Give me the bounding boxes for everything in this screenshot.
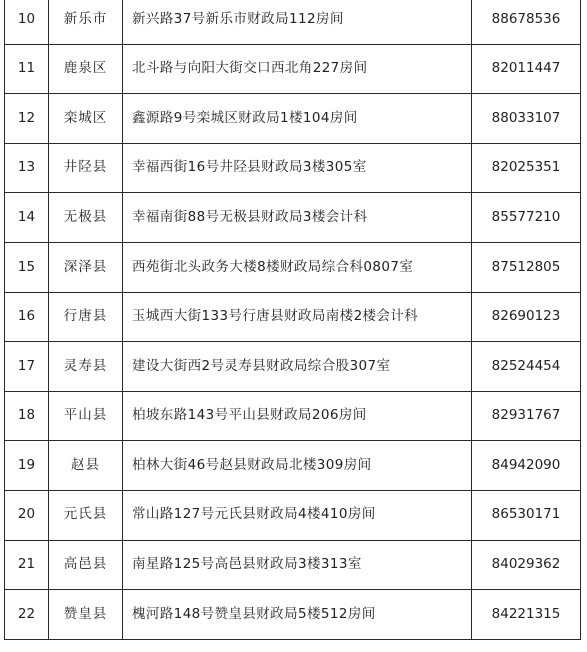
phone-number-cell: 85577210 — [472, 193, 581, 243]
region-name-cell: 赞皇县 — [49, 590, 123, 640]
row-number-cell: 11 — [5, 44, 49, 94]
table-row — [5, 0, 581, 44]
phone-number-cell: 87512805 — [472, 242, 581, 292]
office-address-cell: 幸福南街88号无极县财政局3楼会计科 — [123, 193, 472, 243]
region-name-cell: 高邑县 — [49, 540, 123, 590]
table-row — [5, 193, 581, 243]
office-address-cell: 常山路127号元氏县财政局4楼410房间 — [123, 490, 472, 540]
office-address-cell: 北斗路与向阳大街交口西北角227房间 — [123, 44, 472, 94]
phone-number-cell: 82931767 — [472, 391, 581, 441]
table-row — [5, 391, 581, 441]
region-name-cell: 行唐县 — [49, 292, 123, 342]
office-address-cell: 槐河路148号赞皇县财政局5楼512房间 — [123, 590, 472, 640]
row-number-cell: 20 — [5, 490, 49, 540]
row-number-cell: 21 — [5, 540, 49, 590]
row-number-cell: 22 — [5, 590, 49, 640]
table-row — [5, 490, 581, 540]
region-name-cell: 深泽县 — [49, 242, 123, 292]
phone-number-cell: 88033107 — [472, 94, 581, 144]
office-address-cell: 玉城西大街133号行唐县财政局南楼2楼会计科 — [123, 292, 472, 342]
region-name-cell: 赵县 — [49, 441, 123, 491]
row-number-cell: 18 — [5, 391, 49, 441]
office-address-cell: 南星路125号高邑县财政局3楼313室 — [123, 540, 472, 590]
table-row — [5, 540, 581, 590]
table-body — [5, 0, 581, 639]
row-number-cell: 15 — [5, 242, 49, 292]
region-name-cell: 灵寿县 — [49, 342, 123, 392]
office-address-cell: 鑫源路9号栾城区财政局1楼104房间 — [123, 94, 472, 144]
region-name-cell: 无极县 — [49, 193, 123, 243]
table-row — [5, 342, 581, 392]
table-row — [5, 292, 581, 342]
row-number-cell: 10 — [5, 0, 49, 44]
phone-number-cell: 84942090 — [472, 441, 581, 491]
phone-number-cell: 84221315 — [472, 590, 581, 640]
region-name-cell: 鹿泉区 — [49, 44, 123, 94]
table-row — [5, 242, 581, 292]
phone-number-cell: 82011447 — [472, 44, 581, 94]
row-number-cell: 16 — [5, 292, 49, 342]
finance-office-contact-table — [4, 0, 581, 640]
region-name-cell: 新乐市 — [49, 0, 123, 44]
office-address-cell: 西苑街北头政务大楼8楼财政局综合科0807室 — [123, 242, 472, 292]
office-address-cell: 新兴路37号新乐市财政局112房间 — [123, 0, 472, 44]
region-name-cell: 井陉县 — [49, 143, 123, 193]
phone-number-cell: 84029362 — [472, 540, 581, 590]
phone-number-cell: 86530171 — [472, 490, 581, 540]
row-number-cell: 17 — [5, 342, 49, 392]
region-name-cell: 元氏县 — [49, 490, 123, 540]
office-address-cell: 柏林大街46号赵县财政局北楼309房间 — [123, 441, 472, 491]
phone-number-cell: 88678536 — [472, 0, 581, 44]
region-name-cell: 栾城区 — [49, 94, 123, 144]
row-number-cell: 12 — [5, 94, 49, 144]
table-row — [5, 94, 581, 144]
table-row — [5, 44, 581, 94]
row-number-cell: 19 — [5, 441, 49, 491]
phone-number-cell: 82690123 — [472, 292, 581, 342]
phone-number-cell: 82025351 — [472, 143, 581, 193]
table-row — [5, 590, 581, 640]
phone-number-cell: 82524454 — [472, 342, 581, 392]
row-number-cell: 13 — [5, 143, 49, 193]
table-row — [5, 441, 581, 491]
office-address-cell: 柏坡东路143号平山县财政局206房间 — [123, 391, 472, 441]
region-name-cell: 平山县 — [49, 391, 123, 441]
office-address-cell: 幸福西街16号井陉县财政局3楼305室 — [123, 143, 472, 193]
table-row — [5, 143, 581, 193]
row-number-cell: 14 — [5, 193, 49, 243]
office-address-cell: 建设大街西2号灵寿县财政局综合股307室 — [123, 342, 472, 392]
